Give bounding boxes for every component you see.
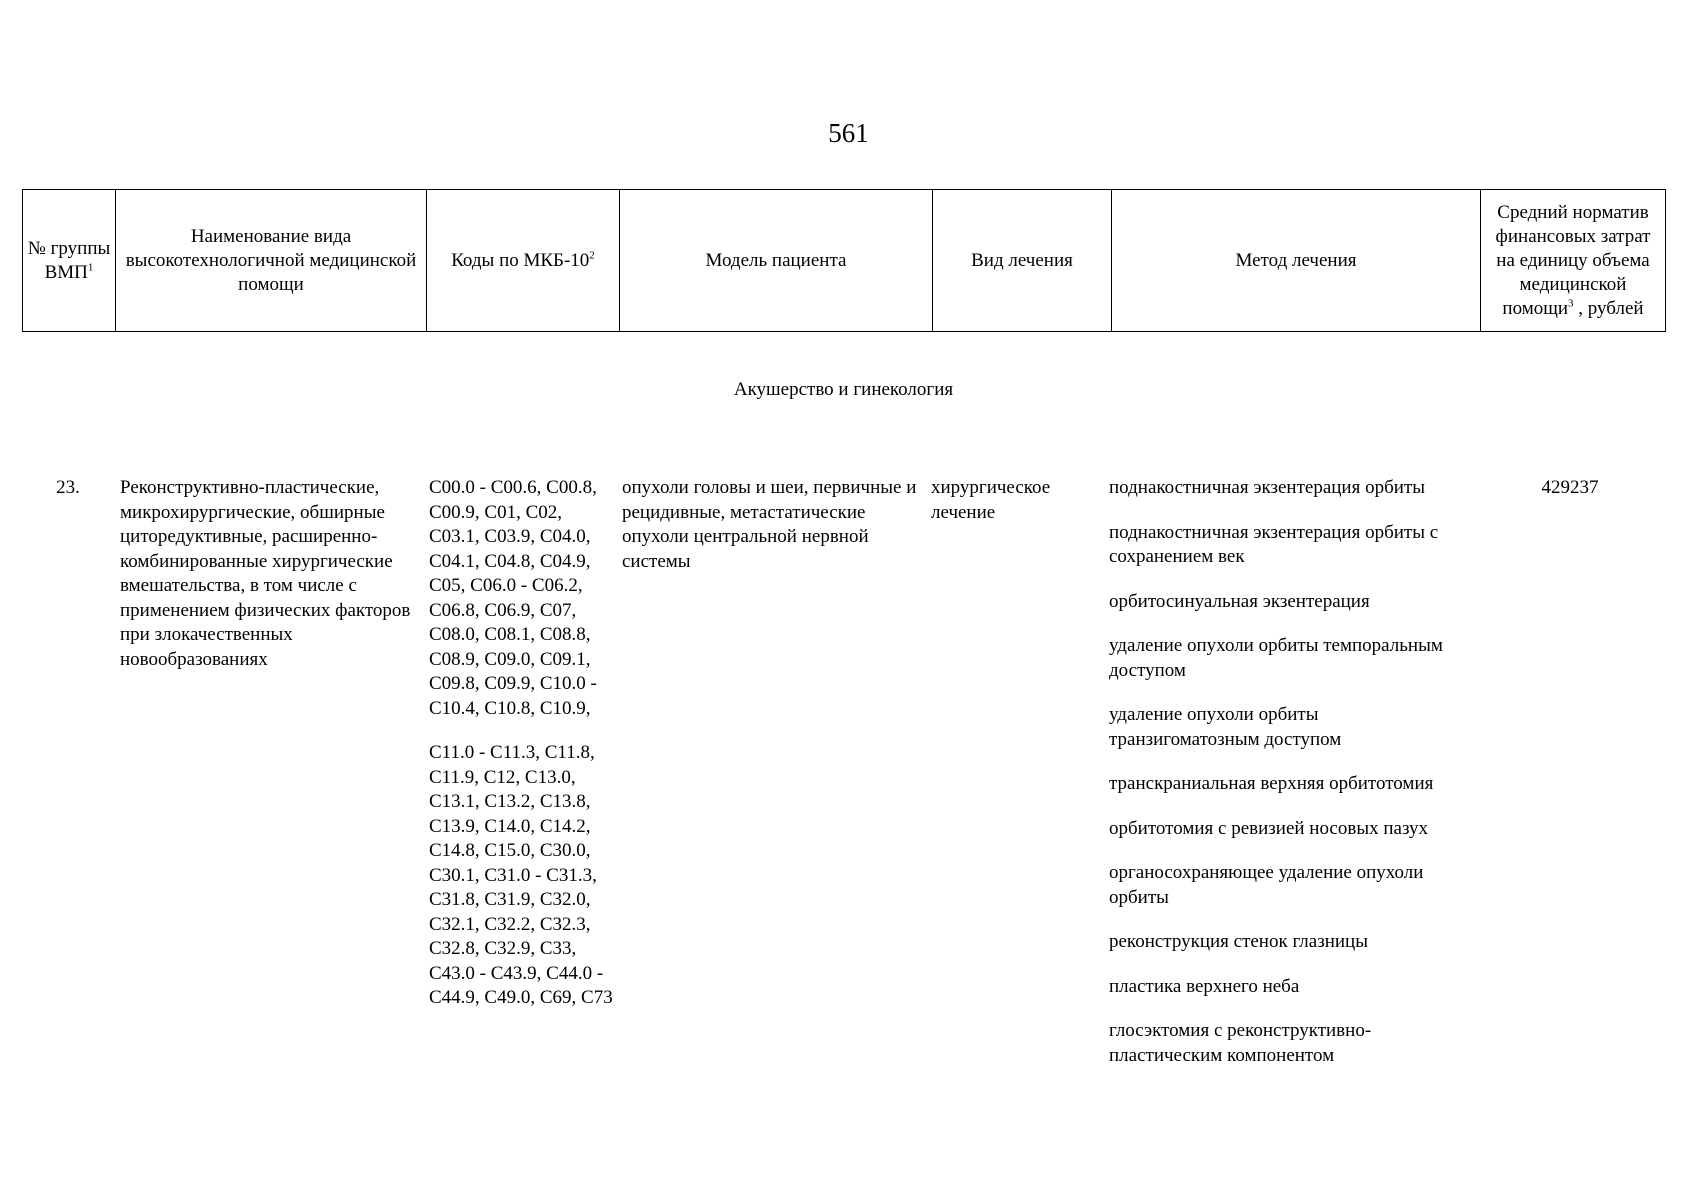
method-item: реконструкция стенок глазницы xyxy=(1109,931,1368,952)
row-codes xyxy=(429,476,614,1011)
method-item: орбитотомия с ревизией носовых пазух xyxy=(1109,817,1429,839)
codes-block: C11.0 - C11.3, C11.8, C11.9, C12, C13.0, C13.1, C13.2, C13.8, C13.9, C14.0, C14.2, C14.8, C15.0, C30.0, C30.1, C31.0 - C31.3, C31.8, C31.9, C32.0, C32.1, C32.2, C32.3, C32.8, C32.9, C33, C43.0 - C43.9, C44.0 - C44.9, C49.0, C69, C73 xyxy=(429,742,613,1008)
header-name: Наименование вида высокотехнологичной медицинской помощи xyxy=(116,190,427,332)
header-group-no-label: № группы ВМП xyxy=(27,237,111,283)
footnote-3-marker: 3 xyxy=(1568,297,1574,310)
header-treatment-type: Вид лечения xyxy=(933,190,1112,332)
header-cost-unit: , рублей xyxy=(1573,297,1644,319)
footnote-2-marker: 2 xyxy=(589,249,595,262)
method-item: пластика верхнего неба xyxy=(1109,975,1300,997)
method-item: удаление опухоли орбиты транзигоматозным доступом xyxy=(1109,704,1342,750)
row-number: 23. xyxy=(56,477,80,498)
header-cost-label: Средний норматив финансовых затрат на единицу объема медицинской помощи xyxy=(1495,201,1651,319)
method-item: транскраниальная верхняя орбитотомия xyxy=(1109,773,1434,794)
row-treatment-type: хирургическое лечение xyxy=(931,477,1051,523)
header-cost xyxy=(1481,190,1666,332)
header-model: Модель пациента xyxy=(620,190,933,332)
method-item: удаление опухоли орбиты темпоральным доступом xyxy=(1109,635,1443,681)
row-methods xyxy=(1109,476,1469,1088)
method-item: поднакостничная экзентерация орбиты xyxy=(1109,477,1425,498)
header-method: Метод лечения xyxy=(1112,190,1481,332)
row-cost: 429237 xyxy=(1541,477,1599,498)
method-item: органосохраняющее удаление опухоли орбиты xyxy=(1109,862,1424,908)
row-name: Реконструктивно-пластические, микрохирургические, обширные циторедуктивные, расширенно-комбинированные хирургические вмешательства, в том числе с применением физических факторов при злокачественных новообразованиях xyxy=(120,477,411,670)
header-row xyxy=(23,190,1666,332)
section-title: Акушерство и гинекология xyxy=(733,379,954,400)
footnote-1-marker: 1 xyxy=(87,261,94,274)
method-item: глосэктомия с реконструктивно-пластическим компонентом xyxy=(1109,1020,1372,1066)
header-table xyxy=(22,189,1666,332)
codes-block: C00.0 - C00.6, C00.8, C00.9, C01, C02, C03.1, C03.9, C04.0, C04.1, C04.8, C04.9, C05, C06.0 - C06.2, C06.8, C06.9, C07, C08.0, C08.1, C08.8, C08.9, C09.0, C09.1, C09.8, C09.9, C10.0 - C10.4, C10.8, C10.9, xyxy=(429,477,597,719)
row-model: опухоли головы и шеи, первичные и рецидивные, метастатические опухоли центральной нервной системы xyxy=(622,477,917,572)
method-item: орбитосинуальная экзентерация xyxy=(1109,590,1370,612)
header-codes-label: Коды по МКБ-10 xyxy=(451,249,590,271)
header-group-no xyxy=(23,190,116,332)
method-item: поднакостничная экзентерация орбиты с сохранением век xyxy=(1109,521,1439,567)
page-number: 561 xyxy=(828,118,869,148)
header-codes xyxy=(427,190,620,332)
